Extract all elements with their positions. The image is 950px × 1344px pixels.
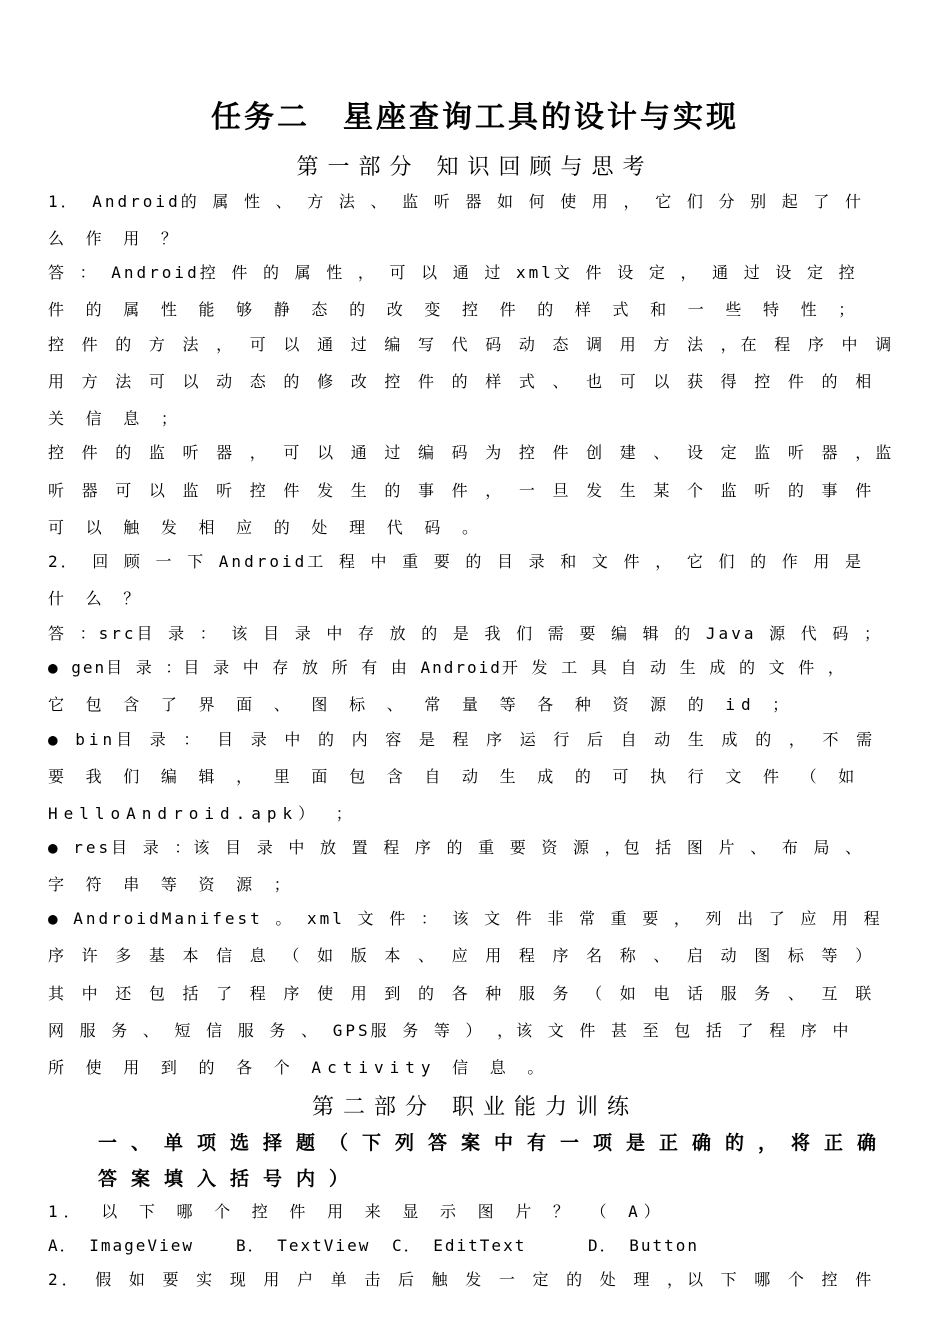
q1-option-a: A． ImageView [48, 1236, 194, 1255]
q1-option-c: C． EditText [392, 1236, 527, 1255]
part1-heading: 第一部分 知识回顾与思考 [296, 155, 654, 180]
text-line: 么 作 用 ？ [48, 229, 183, 248]
text-line: 听 器 可 以 监 听 控 件 发 生 的 事 件 ， 一 旦 发 生 某 个 监 听 的 事 件 [48, 481, 876, 500]
text-line: 字 符 串 等 资 源 ； [48, 875, 296, 894]
text-line: ● gen目 录 ：目 录 中 存 放 所 有 由 Android开 发 工 具 自 动 生 成 的 文 件 ， [48, 658, 846, 677]
q1-option-d: D． Button [588, 1236, 700, 1255]
text-line: 其 中 还 包 括 了 程 序 使 用 到 的 各 种 服 务 （ 如 电 话 服 务 、 互 联 [48, 984, 876, 1003]
text-line: ● AndroidManifest 。 xml 文 件 ： 该 文 件 非 常 重 要 ， 列 出 了 应 用 程 [48, 909, 883, 928]
section-heading-cont: 答案填入括号内） [98, 1168, 363, 1190]
part2-heading: 第二部分 职业能力训练 [312, 1095, 638, 1120]
text-line: 什 么 ？ [48, 589, 146, 608]
text-line: 所 使 用 到 的 各 个 Activity 信 息 。 [48, 1058, 550, 1077]
text-line: 控 件 的 方 法 ， 可 以 通 过 编 写 代 码 动 态 调 用 方 法 ，在 程 序 中 调 [48, 335, 896, 354]
question-1: 1． 以 下 哪 个 控 件 用 来 显 示 图 片 ？ （ A） [48, 1202, 666, 1221]
text-line: 可 以 触 发 相 应 的 处 理 代 码 。 [48, 518, 484, 537]
text-line: 件 的 属 性 能 够 静 态 的 改 变 控 件 的 样 式 和 一 些 特 性 ； [48, 300, 861, 319]
text-line: HelloAndroid.apk） ； [48, 804, 358, 823]
text-line: 序 许 多 基 本 信 息 （ 如 版 本 、 应 用 程 序 名 称 、 启 动 图 标 等 ） [48, 946, 876, 965]
section-heading: 一、单项选择题（下列答案中有一项是正确的，将正确 [98, 1132, 891, 1154]
question-2: 2． 假 如 要 实 现 用 户 单 击 后 触 发 一 定 的 处 理 ，以 下 哪 个 控 件 [48, 1270, 876, 1289]
text-line: 用 方 法 可 以 动 态 的 修 改 控 件 的 样 式 、 也 可 以 获 得 控 件 的 相 [48, 372, 876, 391]
text-line: 控 件 的 监 听 器 ， 可 以 通 过 编 码 为 控 件 创 建 、 设 定 监 听 器 ，监 [48, 443, 896, 462]
text-line: 答 ：src目 录 ： 该 目 录 中 存 放 的 是 我 们 需 要 编 辑 的 Java 源 代 码 ； [48, 624, 883, 643]
text-line: ● bin目 录 ： 目 录 中 的 内 容 是 程 序 运 行 后 自 动 生 成 的 ， 不 需 [48, 730, 877, 749]
text-line: 1． Android的 属 性 、 方 法 、 监 听 器 如 何 使 用 ， 它 们 分 别 起 了 什 [48, 192, 864, 211]
text-line: 关 信 息 ； [48, 409, 183, 428]
text-line: 答 ： Android控 件 的 属 性 ， 可 以 通 过 xml文 件 设 定 ， 通 过 设 定 控 [48, 263, 858, 282]
text-line: ● res目 录 ：该 目 录 中 放 置 程 序 的 重 要 资 源 ，包 括 图 片 、 布 局 、 [48, 838, 865, 857]
text-line: 它 包 含 了 界 面 、 图 标 、 常 量 等 各 种 资 源 的 id ； [48, 695, 795, 714]
text-line: 网 服 务 、 短 信 服 务 、 GPS服 务 等 ） ，该 文 件 甚 至 包 括 了 程 序 中 [48, 1021, 852, 1040]
text-line: 要 我 们 编 辑 ， 里 面 包 含 自 动 生 成 的 可 执 行 文 件 （ 如 [48, 767, 861, 786]
page-title: 任务二 星座查询工具的设计与实现 [211, 100, 739, 135]
text-line: 2． 回 顾 一 下 Android工 程 中 重 要 的 目 录 和 文 件 ， 它 们 的 作 用 是 [48, 552, 864, 571]
q1-option-b: B． TextView [236, 1236, 371, 1255]
